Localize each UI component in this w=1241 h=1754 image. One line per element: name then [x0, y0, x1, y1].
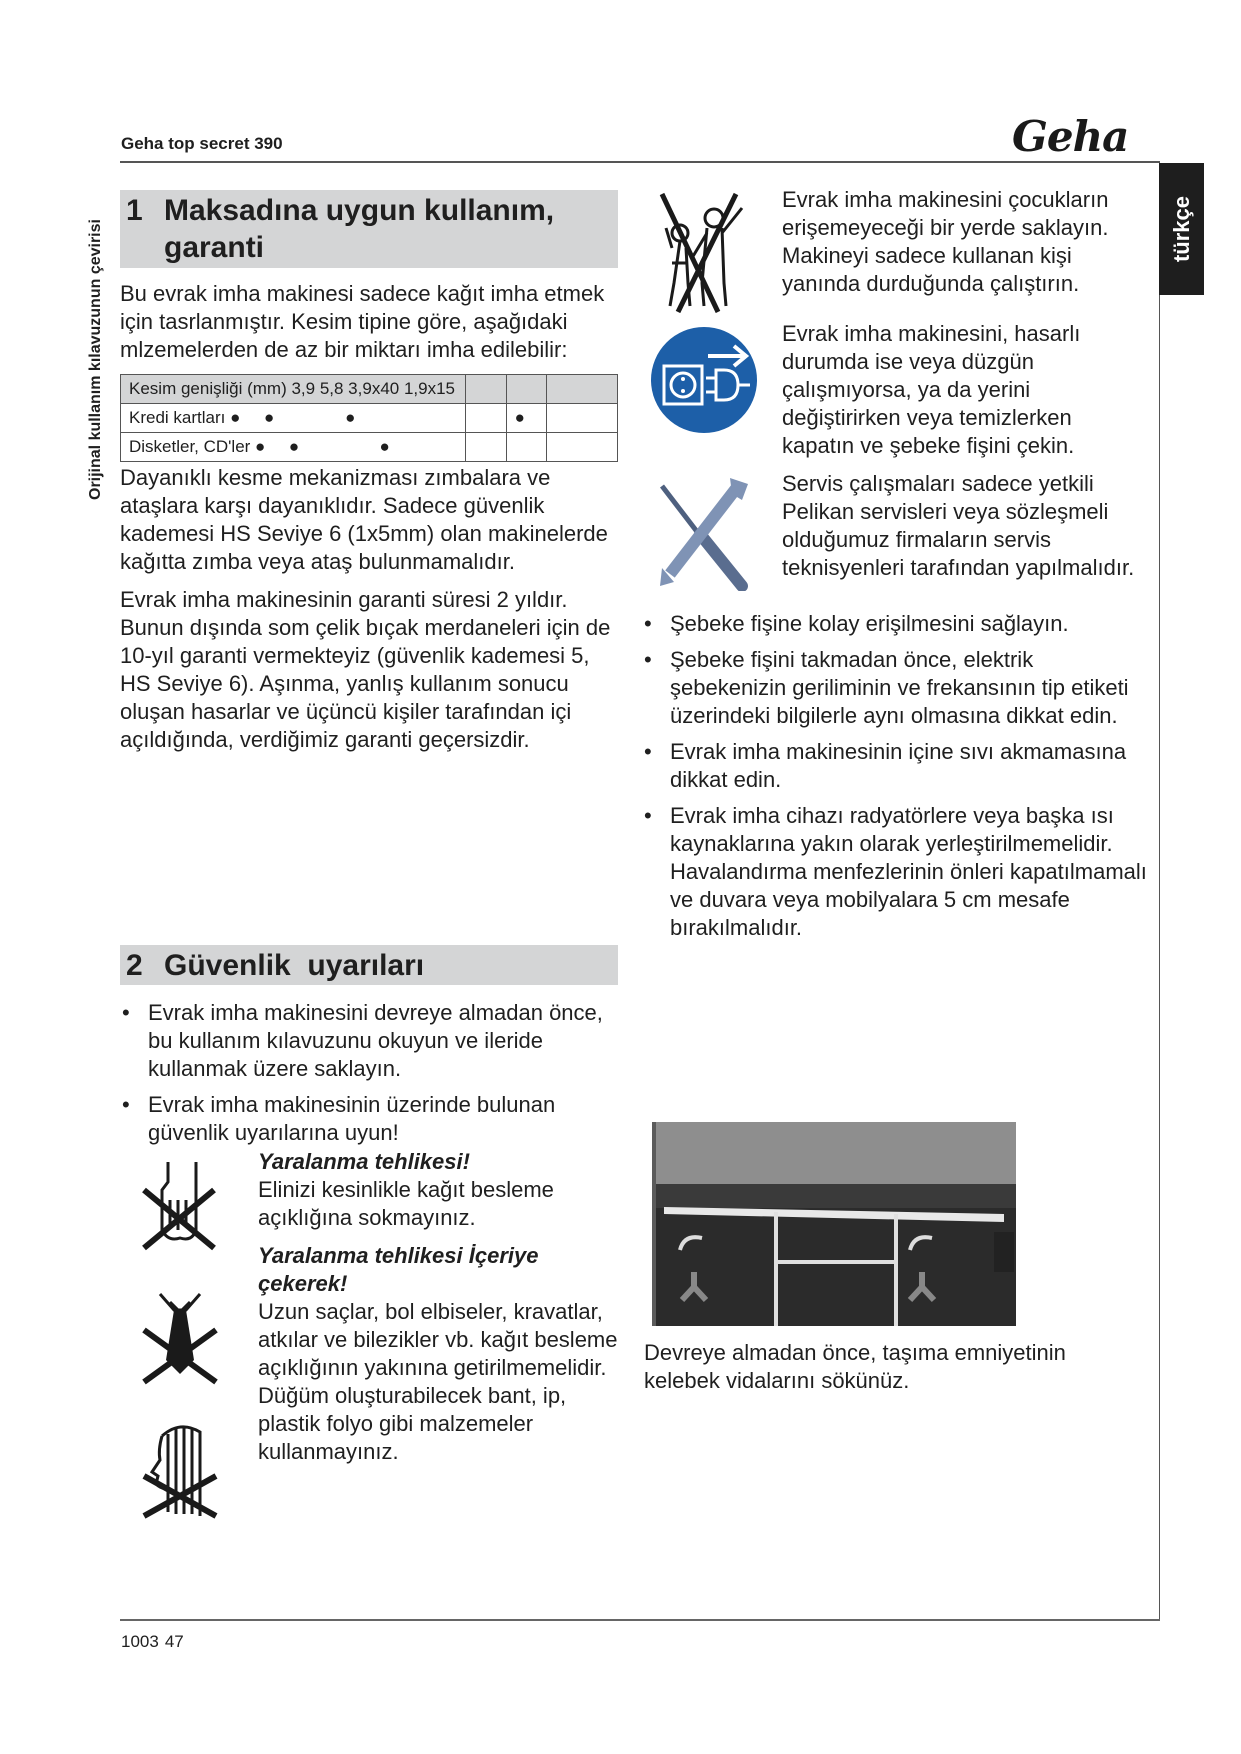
section2: [120, 945, 618, 1155]
photo-caption: Devreye almadan önce, taşıma emniyetinin kelebek vidalarını sökünüz.: [644, 1340, 1066, 1393]
language-tab: [1159, 163, 1204, 295]
no-children-icon: [652, 188, 752, 313]
list-item: • Evrak imha cihazı radyatörlere veya başka ısı kaynaklarına yakın olarak yerleştirilmemelidir. Havalandırma menfezlerinin önleri kapatılmamalı ve duvara veya mobilyalara 5 cm mesafe bırakılmalıdır.: [642, 802, 1147, 942]
section-number: 1: [126, 194, 143, 227]
document-title: Geha top secret 390: [121, 134, 283, 153]
section-number: 2: [126, 949, 143, 982]
list-item: • Şebeke fişine kolay erişilmesini sağlayın.: [642, 610, 1147, 638]
note-service: Servis çalışmaları sadece yetkili Pelikan servisleri veya sözleşmeli olduğumuz firmaların servis teknisyenleri tarafından yapılmalıdır.: [782, 471, 1135, 580]
document-code: 1003: [121, 1632, 159, 1651]
footer-divider: [120, 1619, 1160, 1621]
right-border: [1159, 161, 1160, 1621]
header-divider: [120, 161, 1160, 163]
warnings: [258, 1148, 628, 1466]
no-tie-icon: [140, 1290, 220, 1385]
icon-notes: [782, 186, 1142, 592]
brand-logo: Geha: [1012, 112, 1129, 161]
unplug-icon: [650, 326, 758, 434]
footer: [121, 1632, 184, 1652]
tools-icon: [652, 476, 752, 591]
transport-lock-photo: [644, 1122, 1044, 1326]
list-item: • Evrak imha makinesini devreye almadan önce, bu kullanım kılavuzunu okuyun ve ileride kullanmak üzere saklayın.: [120, 999, 618, 1083]
warning-text: Uzun saçlar, bol elbiseler, kravatlar, atkılar ve bilezikler vb. kağıt besleme açıklığının yakınına getirilmemelidir. Düğüm oluşturabilecek bant, ip, plastik folyo gibi malzemeler kullanmayınız.: [258, 1299, 618, 1464]
durability-paragraph: Dayanıklı kesme mekanizması zımbalara ve ataşlara karşı dayanıklıdır. Sadece güvenlik kademesi HS Seviye 6 (1x5mm) olan makinelerde kağıtta zımba veya ataş bulunmamalıdır.: [120, 465, 608, 574]
intro-paragraph: Bu evrak imha makinesi sadece kağıt imha etmek için tasrlanmıştır. Kesim tipine göre, aşağıdaki mlzemelerden de az bir miktarı imha edilebilir:: [120, 281, 605, 362]
safety-bullets: [120, 999, 618, 1147]
warranty-paragraph: Evrak imha makinesinin garanti süresi 2 yıldır. Bunun dışında som çelik bıçak merdaneleri için de 10-yıl garanti vermekteyiz (güvenlik kademesi 5, HS Seviye 6). Aşınma, yanlış kullanım sonucu oluşan hasarlar ve üçüncü kişiler tarafından içi açıldığında, verdiğimiz garanti geçersizdir.: [120, 587, 611, 752]
right-bullets: [642, 610, 1147, 950]
side-label: Orijinal kullanım kılavuzunun çevirisi: [87, 219, 104, 500]
warning-finger: [258, 1148, 628, 1232]
no-long-hair-icon: [140, 1420, 220, 1520]
section-title-line1: Maksadına uygun kullanım,: [164, 194, 555, 227]
list-item: • Evrak imha makinesinin üzerinde bulunan güvenlik uyarılarına uyun!: [120, 1091, 618, 1147]
table-cell: Disketler, CD'ler ● ● ●: [121, 433, 466, 462]
note-children: Evrak imha makinesini çocukların erişemeyeceği bir yerde saklayın. Makineyi sadece kullanan kişi yanında durduğunda çalıştırın.: [782, 187, 1109, 296]
table-row: [121, 433, 618, 462]
list-item: • Evrak imha makinesinin içine sıvı akmamasına dikkat edin.: [642, 738, 1147, 794]
warning-title: Yaralanma tehlikesi İçeriye çekerek!: [258, 1243, 539, 1296]
section-title: Güvenlik uyarıları: [164, 949, 425, 982]
warning-title: Yaralanma tehlikesi!: [258, 1149, 470, 1174]
warning-pull-in: [258, 1242, 628, 1466]
section1-heading: [120, 190, 618, 268]
list-item: • Şebeke fişini takmadan önce, elektrik şebekenizin geriliminin ve frekansının tip etiketi üzerindeki bilgilerle aynı olmasına dikkat edin.: [642, 646, 1147, 730]
table-header-row: [121, 375, 618, 404]
cut-width-table: [120, 374, 618, 462]
table-cell: Kredi kartları ● ● ●: [121, 404, 466, 433]
section-title-line2: garanti: [164, 231, 265, 264]
page-number: 47: [164, 1632, 184, 1651]
table-row: Kredi kartları ● ● ● ●: [121, 404, 618, 433]
table-header-cell: Kesim genişliği (mm) 3,9 5,8 3,9x40 1,9x15: [121, 375, 466, 404]
section2-heading: [120, 945, 618, 985]
safety-bullets-right: [642, 610, 1147, 942]
left-column: [120, 190, 618, 764]
note-unplug: Evrak imha makinesini, hasarlı durumda ise veya düzgün çalışmıyorsa, ya da yerini değiştirirken veya temizlerken kapatın ve şebeke fişini çekin.: [782, 321, 1081, 458]
language-label: türkçe: [1168, 195, 1194, 263]
warning-text: Elinizi kesinlikle kağıt besleme açıklığına sokmayınız.: [258, 1177, 554, 1230]
no-hand-icon: [140, 1160, 220, 1255]
